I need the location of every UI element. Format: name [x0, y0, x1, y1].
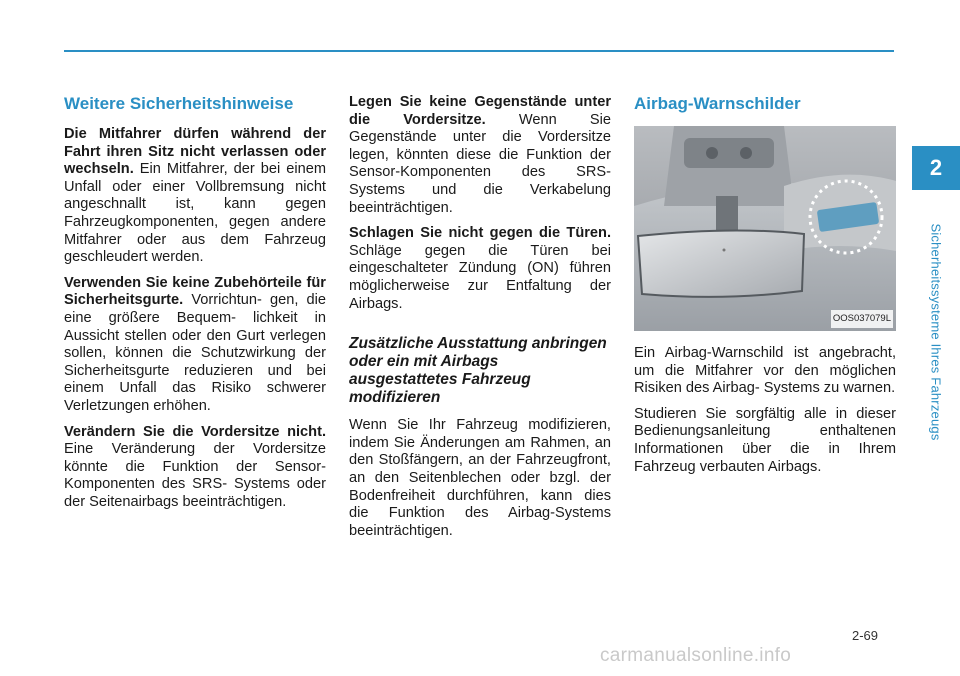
paragraph-belt-accessories: Verwenden Sie keine Zubehörteile für Sicherheitsgurte. Vorrichtun- gen, die eine größere Bequem- lichkeit in Aussicht stellen oder den Gurt verlegen sollen, können die Schutzwirkung der Sicherheitsgurte reduzieren und bei einem Unfall das Risiko schwerer Verletzungen erhöhen.	[64, 274, 326, 414]
sun-visor-illustration	[634, 126, 896, 331]
paragraph-passengers: Die Mitfahrer dürfen während der Fahrt ihren Sitz nicht verlassen oder wechseln. Ein Mitfahrer, der bei einem Unfall oder einer Vollbremsung nicht angeschnallt ist, kann gegen Fahrzeugkomponenten, gegen andere Mitfahrer oder aus dem Fahrzeug geschleudert werden.	[64, 126, 326, 266]
chapter-tab: 2	[912, 146, 960, 190]
section-heading-warning-labels: Airbag-Warnschilder	[634, 94, 801, 113]
paragraph-read-manual: Studieren Sie sorgfältig alle in dieser Bedienungsanleitung enthaltenen Informationen über die in Ihrem Fahrzeug verbauten Airbags.	[634, 405, 896, 475]
column-right	[634, 94, 896, 484]
chapter-title: Sicherheitssysteme Ihres Fahrzeugs	[928, 223, 944, 441]
section-heading-safety: Weitere Sicherheitshinweise	[64, 94, 294, 113]
header-rule	[64, 50, 894, 52]
sun-visor-photo	[634, 126, 896, 331]
paragraph-modifications: Wenn Sie Ihr Fahrzeug modifizieren, indem Sie Änderungen am Rahmen, an den Stoßfängern, an der Fahrzeugfront, an den Seitenblechen oder bzgl. der Bodenfreiheit durchführen, kann dies die Funktion des Airbag-Systems beeinträchtigen.	[349, 417, 611, 539]
photo-code: OOS037079L	[831, 310, 893, 328]
paragraph-front-seats: Verändern Sie die Vordersitze nicht. Eine Veränderung der Vordersitze könnte die Funktion der Sensor- Komponenten des SRS- Systems oder der Seitenairbags beeinträchtigen.	[64, 423, 326, 510]
column-middle	[349, 94, 611, 548]
paragraph-warning-label: Ein Airbag-Warnschild ist angebracht, um die Mitfahrer vor den möglichen Risiken des Airbag- Systems zu warnen.	[634, 345, 896, 397]
paragraph-objects-under-seats: Legen Sie keine Gegenstände unter die Vordersitze. Wenn Sie Gegenstände unter die Vordersitze legen, könnten diese die Funktion der Sensor-Komponenten des SRS-Systems und die Verkabelung beeinträchtigen.	[349, 94, 612, 216]
subheading-modifications: Zusätzliche Ausstattung anbringen oder ein mit Airbags ausgestattetes Fahrzeug modifizieren	[349, 335, 607, 407]
paragraph-doors: Schlagen Sie nicht gegen die Türen. Schläge gegen die Türen bei eingeschalteter Zündung (ON) führen möglicherweise zur Entfaltung der Airbags.	[349, 225, 611, 312]
page-number: 2-69	[852, 628, 879, 643]
watermark: carmanualsonline.info	[600, 645, 792, 666]
column-left	[64, 94, 326, 519]
